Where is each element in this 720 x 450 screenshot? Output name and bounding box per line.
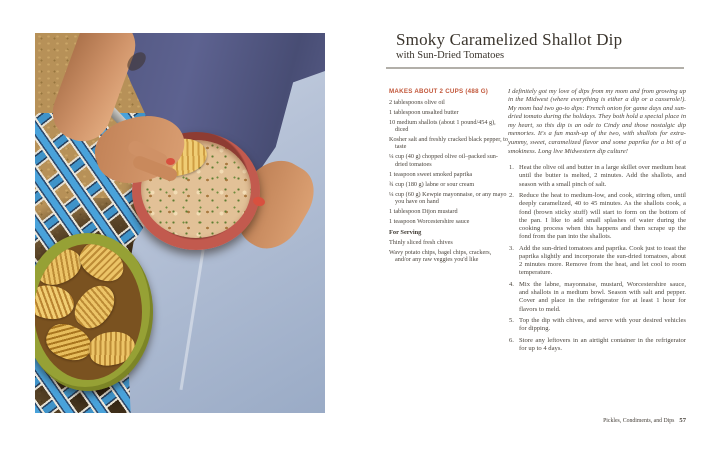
potato-chips-pile — [35, 244, 142, 380]
recipe-columns — [386, 88, 686, 357]
step-text: Heat the olive oil and butter in a large skillet over medium heat until the butter is melted, 2 minutes. Add the shallots, and season with a small pinch of salt. — [519, 164, 686, 188]
step-number: 3. — [509, 244, 514, 252]
ingredient-item: 1 tablespoon unsalted butter — [389, 109, 459, 116]
potato-chip — [68, 278, 123, 334]
recipe-intro: I definitely got my love of dips from my mom and from growing up in the Midwest (where everything is either a dip or a casserole!). My mom had two go-to dips: French onion for game days and sun-dried tomato during the holidays. They both hold a special place in my heart, so this dip is an ode to Cindy and those nostalgic dip memories. It's a fun mash-up of the two, with shallots for extra-yummy, sweet, caramelized flavor and some paprika for a bit of a smokiness. Long live Midwestern dip culture! — [508, 87, 686, 155]
step-number: 2. — [509, 192, 514, 200]
step-number: 6. — [509, 337, 514, 345]
step-text: Add the sun-dried tomatoes and paprika. Cook just to toast the paprika slightly and incorporate the sun-dried tomatoes, about 2 minutes more. Remove from the heat, and let cool to room temperature. — [519, 244, 686, 277]
step-number: 1. — [509, 164, 514, 172]
recipe-photo — [35, 33, 325, 413]
ingredient-item: 2 tablespoons olive oil — [389, 99, 445, 106]
ingredient-item: 1 teaspoon Worcestershire sauce — [389, 217, 470, 225]
ingredient-item: 10 medium shallots (about 1 pound/454 g), diced — [389, 119, 496, 134]
step-text: Top the dip with chives, and serve with your desired vehicles for dipping. — [519, 317, 686, 333]
painted-nail — [166, 158, 175, 165]
yield-heading: MAKES ABOUT 2 CUPS (488 G) — [389, 87, 489, 95]
ingredient-item: ¾ cup (180 g) labne or sour cream — [389, 180, 475, 188]
step-text: Store any leftovers in an airtight container in the refrigerator for up to 4 days. — [519, 337, 686, 353]
step-list — [508, 164, 686, 353]
step-text: Mix the labne, mayonnaise, mustard, Worcestershire sauce, and shallots in a medium bowl. Season with salt and pepper. Cover and place in the refrigerator for at least 1 hour for flavors to meld. — [519, 281, 686, 313]
ingredient-item: Kosher salt and freshly cracked black pepper, to taste — [389, 136, 508, 151]
ingredient-list — [389, 99, 508, 225]
recipe-page — [386, 30, 686, 357]
ingredient-item: ¼ cup (60 g) Kewpie mayonnaise, or any mayo you have on hand — [389, 190, 507, 205]
potato-chip — [35, 282, 77, 322]
step-item — [508, 192, 686, 241]
title-divider — [386, 67, 684, 69]
footer-section-title: Pickles, Condiments, and Dips — [603, 418, 675, 424]
step-item — [508, 337, 686, 353]
page-number: 57 — [679, 417, 686, 424]
ingredients-column — [386, 88, 508, 357]
for-serving-list — [389, 239, 508, 263]
step-number: 4. — [509, 281, 514, 289]
recipe-title: Smoky Caramelized Shallot Dip — [396, 30, 623, 49]
step-text: Reduce the heat to medium-low, and cook, stirring often, until deeply caramelized, 40 to 45 minutes. As the shallots cook, a fond (brown sticky stuff) will start to form on the bottom of the pan. I like to add small splashes of water during the cooking process when this happens and then scrape up the fond from the pan into the shallots. — [519, 192, 686, 241]
page-footer — [603, 417, 686, 424]
for-serving-heading: For Serving — [389, 229, 422, 237]
step-item — [508, 281, 686, 314]
method-column — [508, 88, 686, 357]
ingredient-item: 1 teaspoon sweet smoked paprika — [389, 170, 473, 178]
ingredient-item: ¼ cup (40 g) chopped olive oil–packed sun-dried tomatoes — [389, 153, 498, 168]
for-serving-item: Thinly sliced fresh chives — [389, 238, 453, 246]
step-item — [508, 317, 686, 333]
step-number: 5. — [509, 317, 514, 325]
for-serving-item: Wavy potato chips, bagel chips, crackers, and/or any raw veggies you'd like — [389, 248, 492, 264]
ingredient-item: 1 tablespoon Dijon mustard — [389, 207, 458, 215]
recipe-subtitle: with Sun-Dried Tomatoes — [396, 50, 505, 61]
potato-chip — [74, 244, 131, 289]
step-item — [508, 164, 686, 189]
potato-chip — [87, 329, 137, 368]
step-item — [508, 245, 686, 278]
